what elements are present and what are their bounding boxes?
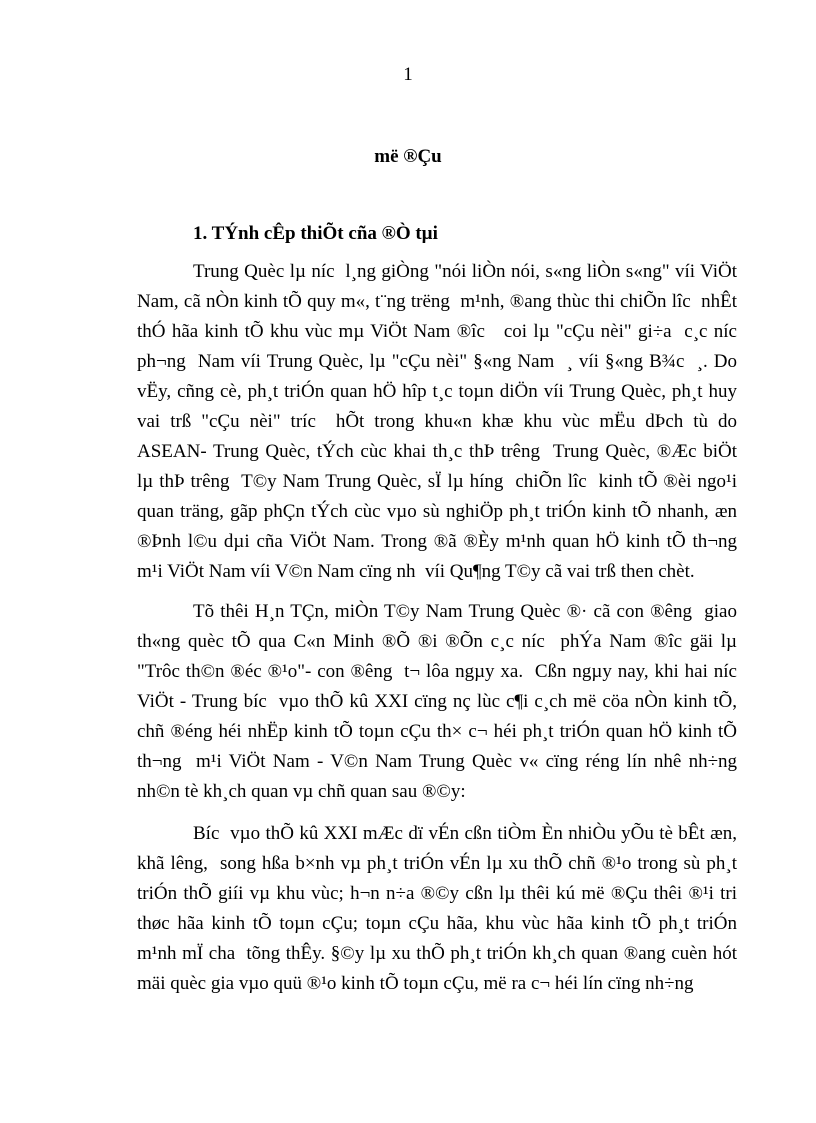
text-line: ph¬ng Nam víi Trung Quèc, lµ "cÇu nèi" §«ng Nam ¸ víi §«ng B¾c ¸. Do — [137, 351, 737, 372]
text-line: ®Þnh l©u dµi cña ViÖt Nam. Trong ®ã ®Èy m¹nh quan hÖ kinh tÕ th¬ng — [137, 531, 737, 552]
text-line: ViÖt - Trung bíc vµo thÕ kû XXI cïng nç lùc c¶i c¸ch më cöa nÒn kinh tÕ, — [137, 691, 737, 712]
text-line: th¬ng m¹i ViÖt Nam - V©n Nam Trung Quèc v« cïng réng lín nhê nh÷ng — [137, 751, 737, 772]
text-line: "Trôc th©n ®éc ®¹o"- con ®êng t¬ lôa ngµy xa. Cßn ngµy nay, khi hai níc — [137, 661, 737, 682]
text-line: thÓ hãa kinh tÕ khu vùc mµ ViÖt Nam ®îc coi lµ "cÇu nèi" gi÷a c¸c níc — [137, 321, 737, 342]
text-line: Bíc vµo thÕ kû XXI mÆc dï vÉn cßn tiÒm Èn nhiÒu yÕu tè bÊt æn, — [193, 823, 737, 844]
text-line: ASEAN- Trung Quèc, tÝch cùc khai th¸c thÞ trêng Trung Quèc, ®Æc biÖt — [137, 441, 737, 462]
paragraph-2 — [137, 597, 737, 807]
text-line: nh©n tè kh¸ch quan vµ chñ quan sau ®©y: — [137, 781, 466, 802]
text-line: lµ thÞ trêng T©y Nam Trung Quèc, sÏ lµ híng chiÕn lîc kinh tÕ ®èi ngo¹i — [137, 471, 737, 492]
text-line: Nam, cã nÒn kinh tÕ quy m«, t¨ng trëng m¹nh, ®ang thùc thi chiÕn lîc nhÊt — [137, 291, 737, 312]
text-line: quan träng, gãp phÇn tÝch cùc vµo sù nghiÖp ph¸t triÓn kinh tÕ nhanh, æn — [137, 501, 737, 522]
text-line: mäi quèc gia vµo quü ®¹o kinh tÕ toµn cÇu, më ra c¬ héi lín cïng nh÷ng — [137, 973, 694, 994]
text-line: m¹nh mÏ cha tõng thÊy. §©y lµ xu thÕ ph¸t triÓn kh¸ch quan ®ang cuèn hót — [137, 943, 737, 964]
page-number: 1 — [403, 64, 413, 85]
text-line: vai trß "cÇu nèi" tríc hÕt trong khu«n khæ khu vùc mËu dÞch tù do — [137, 411, 737, 432]
paragraph-3 — [137, 819, 737, 999]
text-line: th«ng quèc tÕ qua C«n Minh ®Õ ®i ®Õn c¸c níc phÝa Nam ®îc gäi lµ — [137, 631, 737, 652]
text-line: chñ ®éng héi nhËp kinh tÕ toµn cÇu th× c¬ héi ph¸t triÓn quan hÖ kinh tÕ — [137, 721, 737, 742]
section-heading: 1. TÝnh cÊp thiÕt cña ®Ò tµi — [193, 223, 438, 244]
paragraph-1 — [137, 257, 737, 587]
chapter-title: më ®Çu — [374, 146, 442, 167]
text-line: m¹i ViÖt Nam víi V©n Nam cïng nh víi Qu¶ng T©y cã vai trß then chèt. — [137, 561, 695, 582]
text-line: khã lêng, song hßa b×nh vµ ph¸t triÓn vÉn lµ xu thÕ chñ ®¹o trong sù ph¸t — [137, 853, 737, 874]
text-line: Tõ thêi H¸n TÇn, miÒn T©y Nam Trung Quèc ®· cã con ®êng giao — [193, 601, 737, 622]
text-line: vËy, cñng cè, ph¸t triÓn quan hÖ hîp t¸c toµn diÖn víi Trung Quèc, ph¸t huy — [137, 381, 737, 402]
text-line: triÓn thÕ giíi vµ khu vùc; h¬n n÷a ®©y cßn lµ thêi kú më ®Çu thêi ®¹i tri — [137, 883, 737, 904]
text-line: Trung Quèc lµ níc l¸ng giÒng "nói liÒn nói, s«ng liÒn s«ng" víi ViÖt — [193, 261, 737, 282]
text-line: thøc hãa kinh tÕ toµn cÇu; toµn cÇu hãa, khu vùc hãa kinh tÕ ph¸t triÓn — [137, 913, 737, 934]
